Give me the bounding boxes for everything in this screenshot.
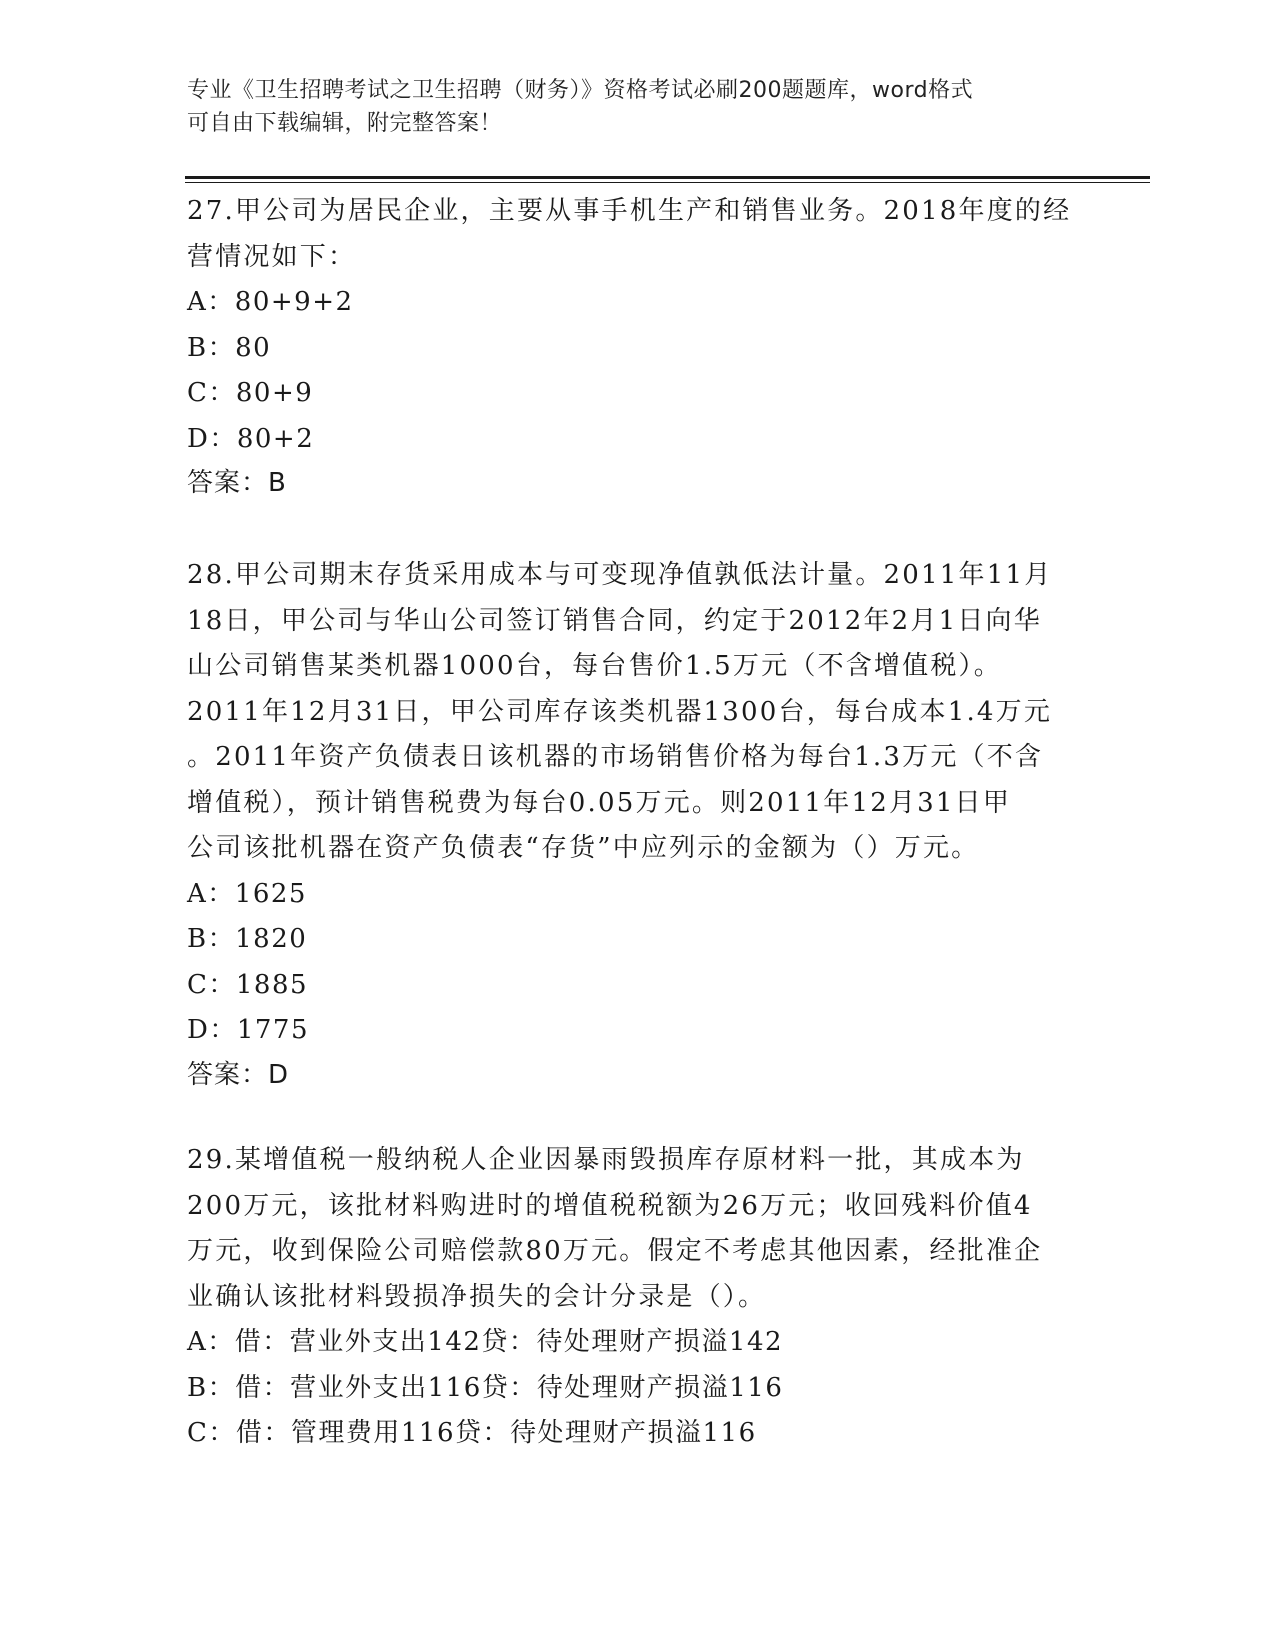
option-a: A：80+9+2 <box>187 287 354 317</box>
question-stem-line: 公司该批机器在资产负债表“存货”中应列示的金额为（）万元。 <box>187 833 980 863</box>
header-divider-thick <box>185 176 1150 179</box>
question-stem-line: 18日，甲公司与华山公司签订销售合同，约定于2012年2月1日向华 <box>187 605 1042 636</box>
question-stem-line: 营情况如下： <box>187 241 357 272</box>
option-b: B：80 <box>187 332 272 363</box>
option-a: A：1625 <box>187 878 307 909</box>
question-29 <box>187 1138 1087 1457</box>
option-b: B：1820 <box>187 924 308 954</box>
question-stem-line: 业确认该批材料毁损净损失的会计分录是（）。 <box>187 1281 767 1312</box>
question-stem-line: 山公司销售某类机器1000台，每台售价1.5万元（不含增值税）。 <box>187 651 1002 681</box>
document-header <box>187 74 1067 140</box>
option-c: C：80+9 <box>187 378 314 408</box>
question-28 <box>187 553 1087 1096</box>
answer-label: 答案：B <box>187 468 287 498</box>
question-stem-line: 。2011年资产负债表日该机器的市场销售价格为每台1.3万元（不含 <box>187 742 1044 772</box>
option-d: D：1775 <box>187 1015 310 1045</box>
header-line-2: 可自由下载编辑，附完整答案！ <box>187 111 503 136</box>
question-stem-line: 28.甲公司期末存货采用成本与可变现净值孰低法计量。2011年11月 <box>187 560 1053 590</box>
question-stem-line: 万元，收到保险公司赔偿款80万元。假定不考虑其他因素，经批准企 <box>187 1236 1043 1266</box>
option-b: B：借：营业外支出116贷：待处理财产损溢116 <box>187 1372 784 1403</box>
question-stem-line: 200万元，该批材料购进时的增值税税额为26万元；收回残料价值4 <box>187 1190 1033 1221</box>
question-stem-line: 27.甲公司为居民企业，主要从事手机生产和销售业务。2018年度的经 <box>187 196 1072 226</box>
option-c: C：借：管理费用116贷：待处理财产损溢116 <box>187 1418 757 1448</box>
answer-label: 答案：D <box>187 1059 290 1090</box>
header-divider-thin <box>185 182 1150 183</box>
question-stem-line: 增值税），预计销售税费为每台0.05万元。则2011年12月31日甲 <box>187 787 1012 818</box>
question-stem-line: 2011年12月31日，甲公司库存该类机器1300台，每台成本1.4万元 <box>187 696 1053 727</box>
option-d: D：80+2 <box>187 423 315 454</box>
option-a: A：借：营业外支出142贷：待处理财产损溢142 <box>187 1327 784 1357</box>
question-stem-line: 29.某增值税一般纳税人企业因暴雨毁损库存原材料一批，其成本为 <box>187 1145 1025 1175</box>
question-27 <box>187 189 1087 504</box>
header-line-1: 专业《卫生招聘考试之卫生招聘（财务）》资格考试必刷200题题库，word格式 <box>187 78 974 103</box>
option-c: C：1885 <box>187 969 309 1000</box>
